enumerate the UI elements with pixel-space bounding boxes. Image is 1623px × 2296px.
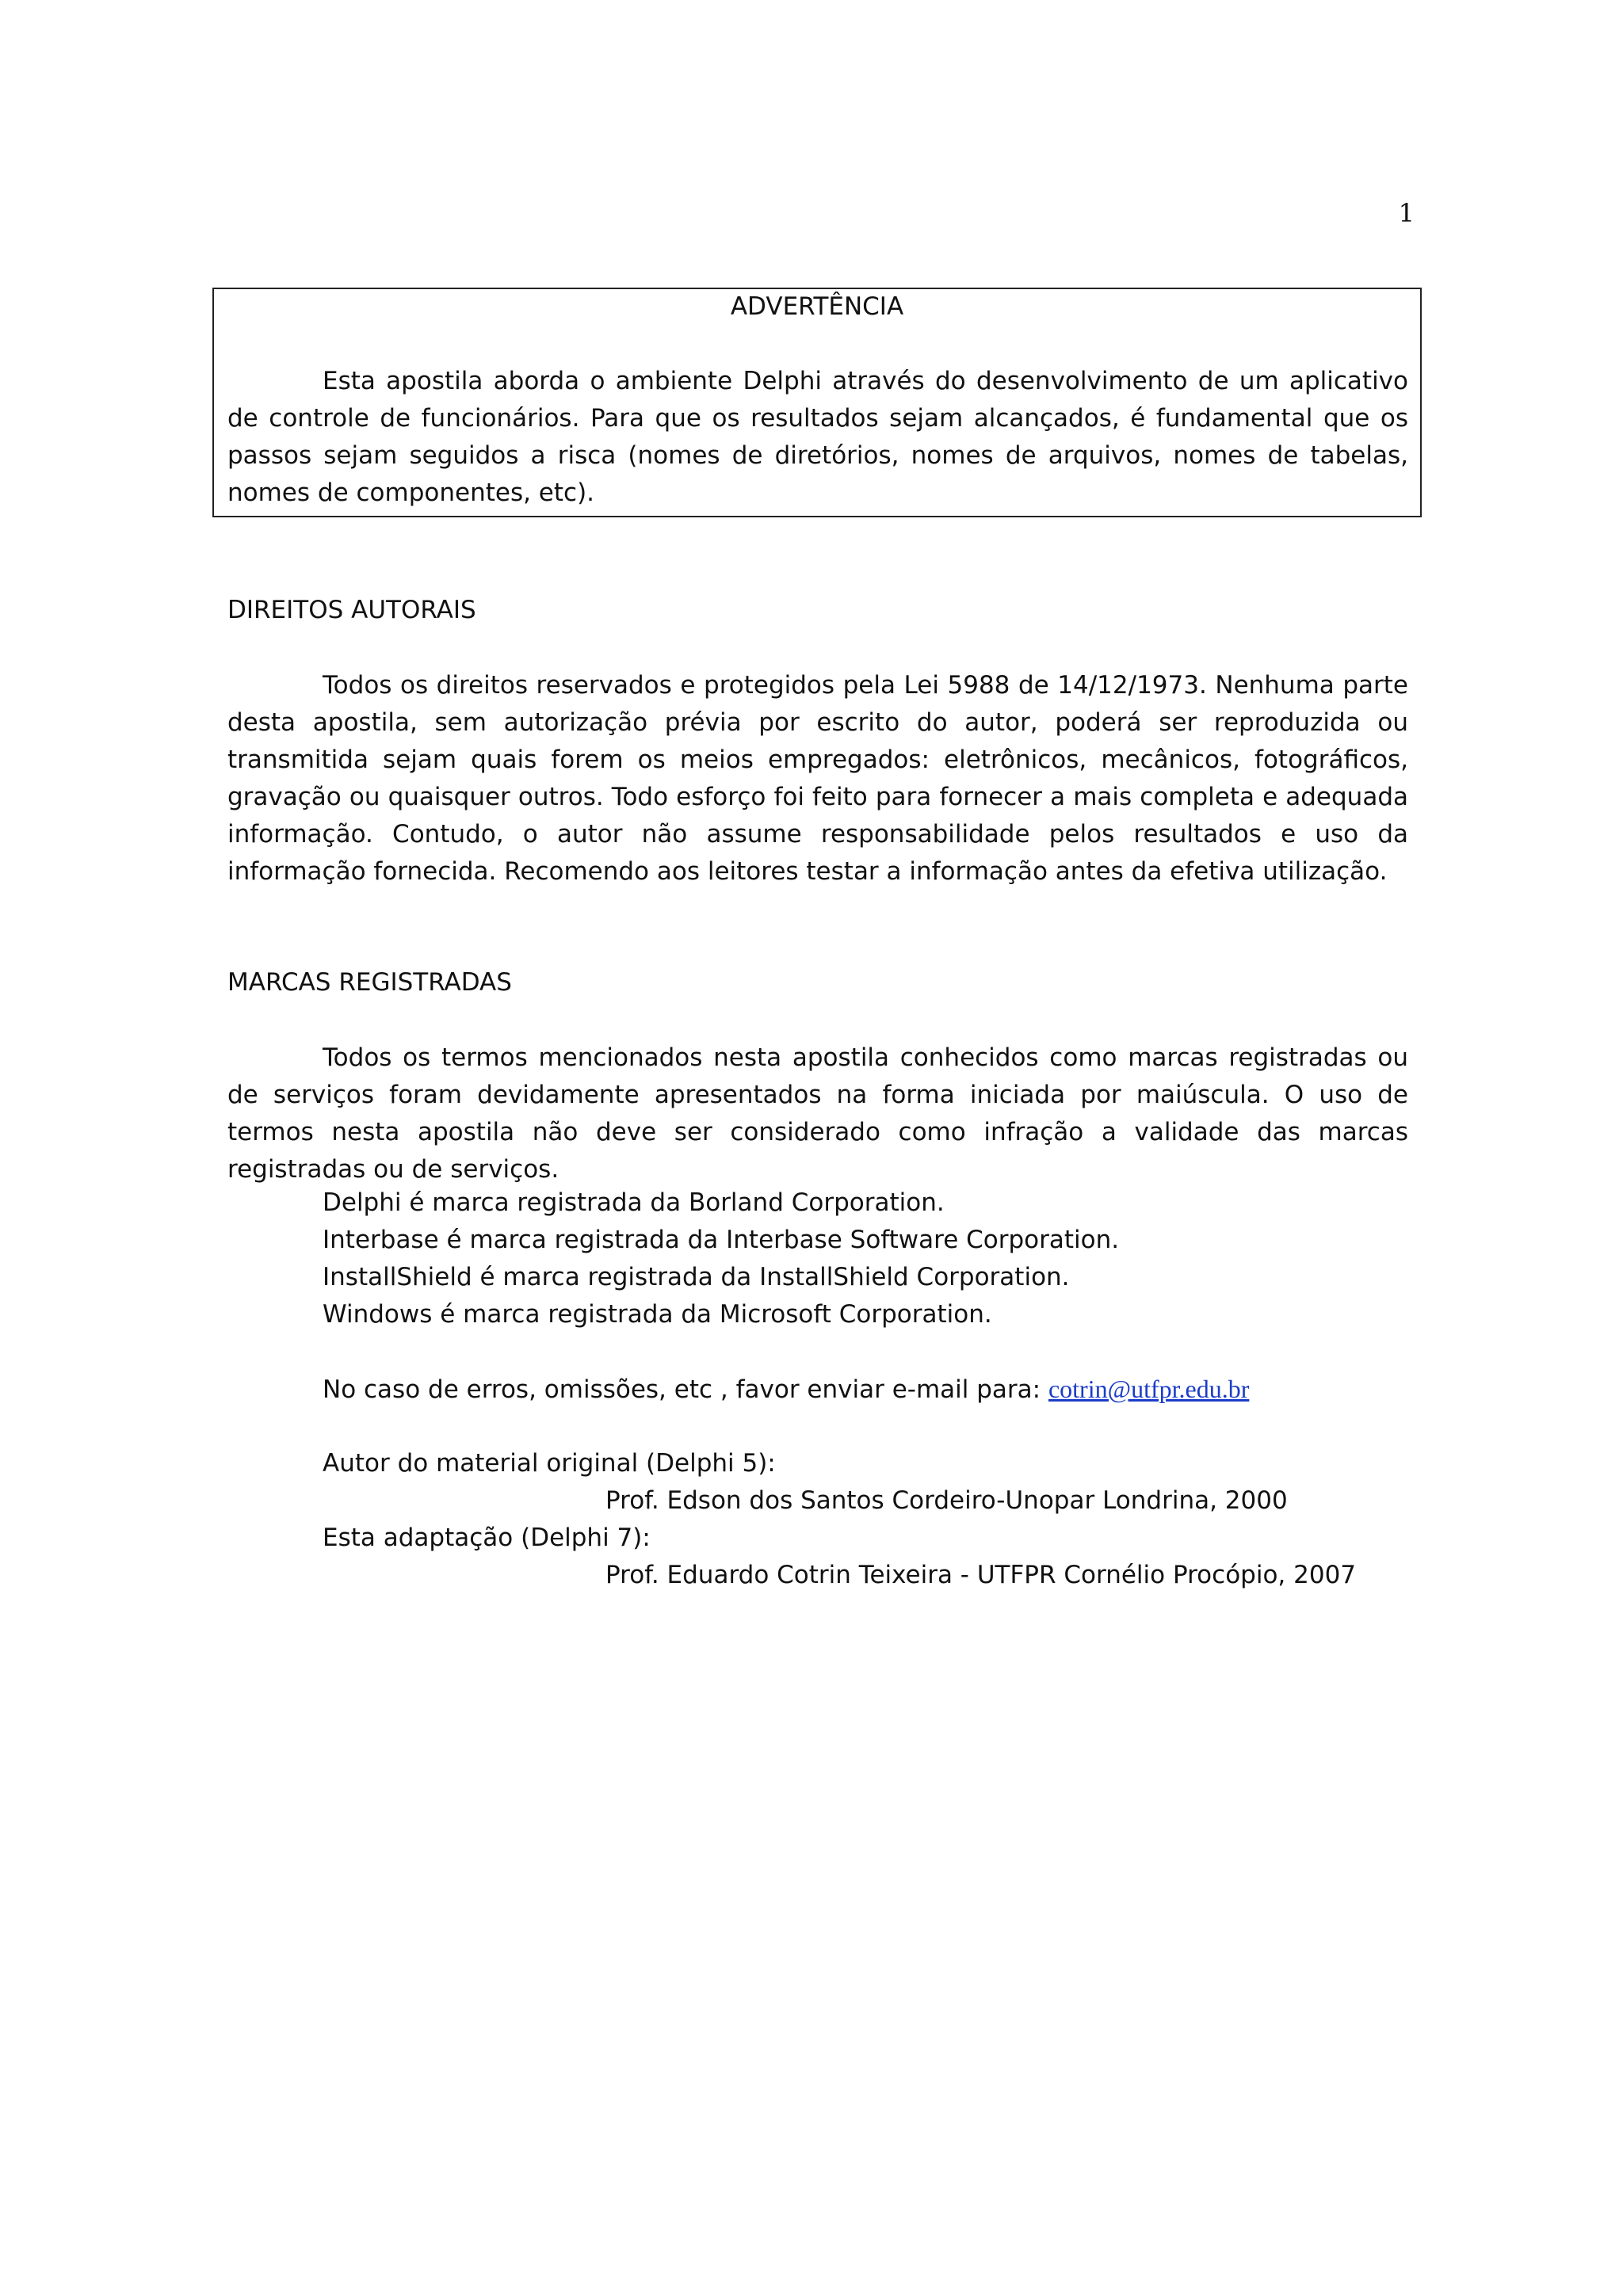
trademarks-text-content: Todos os termos mencionados nesta apostila conhecidos como marcas registradas ou de serviços foram devidamente apresentados na forma iniciada por maiúscula. O uso de termos nesta apostila não deve ser considerado como infração a validade das marcas registradas ou de serviços. [227,1043,1408,1184]
adaptation-author: Prof. Eduardo Cotrin Teixeira - UTFPR Cornélio Procópio, 2007 [605,1561,1357,1589]
copyright-text-content: Todos os direitos reservados e protegidos pela Lei 5988 de 14/12/1973. Nenhuma parte desta apostila, sem autorização prévia por escrito do autor, poderá ser reproduzida ou transmitida sejam quais forem os meios empregados: eletrônicos, mecânicos, fotográficos, gravação ou quaisquer outros. Todo esforço foi feito para fornecer a mais completa e adequada informação. Contudo, o autor não assume responsabilidade pelos resultados e uso da informação fornecida. Recomendo aos leitores testar a informação antes da efetiva utilização. [227,671,1408,886]
original-author-label: Autor do material original (Delphi 5): [323,1449,776,1478]
contact-line [323,1375,1249,1404]
page-number: 1 [1398,198,1415,228]
trademarks-text [227,1039,1408,1188]
warning-text [227,363,1408,512]
warning-text-content: Esta apostila aborda o ambiente Delphi através do desenvolvimento de um aplicativo de controle de funcionários. Para que os resultados sejam alcançados, é fundamental que os passos sejam seguidos a risca (nomes de diretórios, nomes de arquivos, nomes de tabelas, nomes de componentes, etc). [227,367,1408,507]
adaptation-label: Esta adaptação (Delphi 7): [323,1524,651,1552]
trademark-item: Delphi é marca registrada da Borland Corporation. [323,1188,945,1217]
copyright-heading: DIREITOS AUTORAIS [227,596,476,624]
trademark-item: Interbase é marca registrada da Interbase Software Corporation. [323,1226,1120,1254]
warning-title: ADVERTÊNCIA [730,292,904,321]
trademark-item: InstallShield é marca registrada da InstallShield Corporation. [323,1263,1070,1291]
trademark-item: Windows é marca registrada da Microsoft Corporation. [323,1300,992,1329]
original-author: Prof. Edson dos Santos Cordeiro-Unopar Londrina, 2000 [605,1486,1288,1515]
copyright-text [227,667,1408,891]
contact-text: No caso de erros, omissões, etc , favor enviar e-mail para: [323,1375,1041,1404]
email-link[interactable]: cotrin@utfpr.edu.br [1048,1375,1250,1403]
trademarks-heading: MARCAS REGISTRADAS [227,968,512,997]
